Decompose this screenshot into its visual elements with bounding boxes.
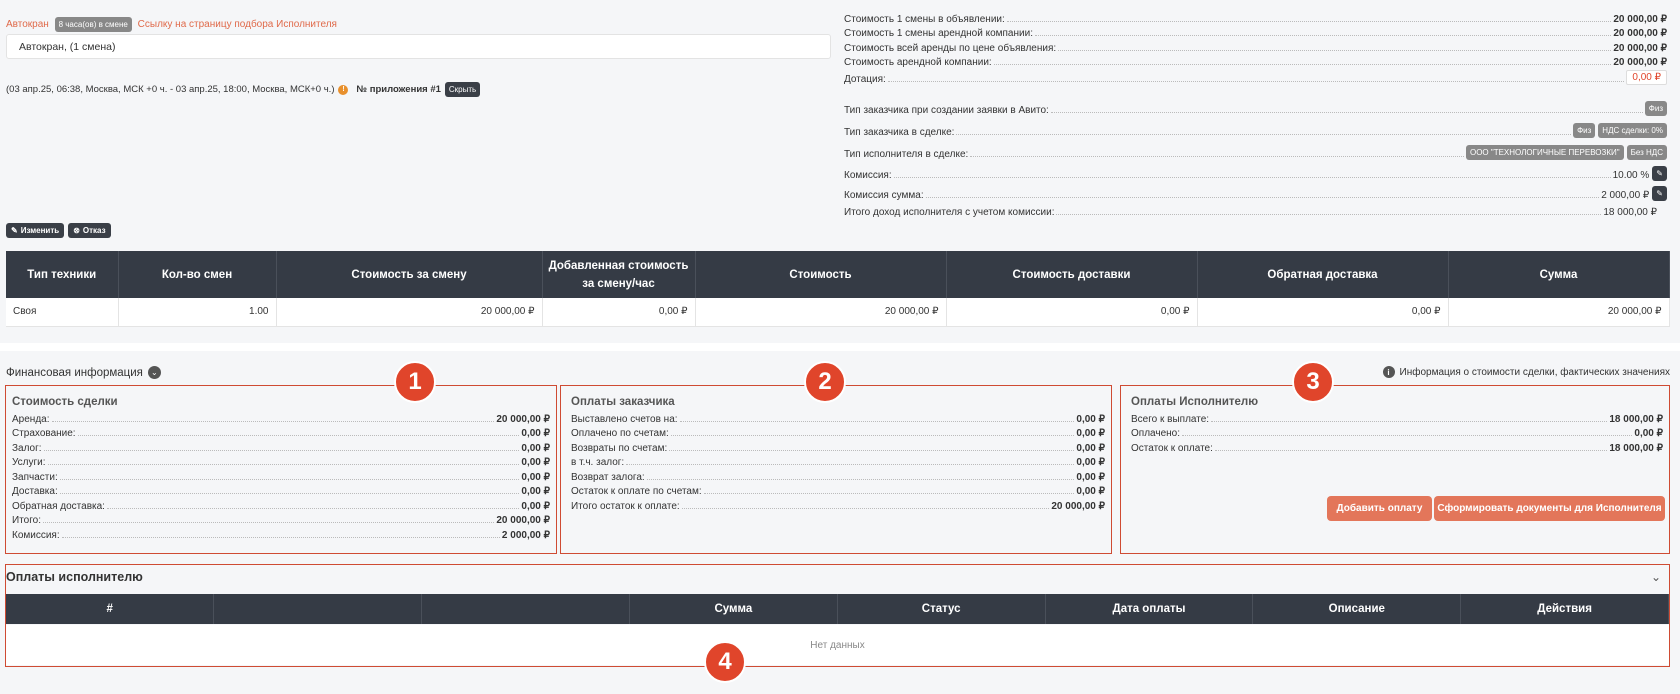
make-documents-button[interactable]: Сформировать документы для Исполнителя xyxy=(1434,496,1665,521)
col-header: Добавленная стоимость за смену/час xyxy=(542,251,695,298)
col-header: Обратная доставка xyxy=(1197,251,1448,298)
executor-payment-row: Оплачено: 0,00 ₽ xyxy=(1131,428,1663,439)
col-header: Статус xyxy=(837,594,1045,624)
edit-button[interactable]: ✎ Изменить xyxy=(6,223,64,238)
marker-1: 1 xyxy=(394,361,436,403)
cost-row: Стоимость 1 смены в объявлении: 20 000,00 ₽ xyxy=(844,13,1667,25)
finance-info-note xyxy=(1383,366,1670,378)
customer-payment-row: Выставлено счетов на: 0,00 ₽ xyxy=(571,413,1105,425)
subsidy-row: Дотация: 0,00 ₽ xyxy=(844,68,1667,85)
marker-2: 2 xyxy=(804,361,846,403)
circle-x-icon: ⊗ xyxy=(73,226,80,235)
chevron-down-icon[interactable]: ⌄ xyxy=(1650,570,1661,584)
table-row: Своя 1.00 20 000,00 ₽ 0,00 ₽ 20 000,00 ₽ 0,00 ₽ 0,00 ₽ 20 000,00 ₽ xyxy=(6,298,1669,326)
info-note-text: Информация о стоимости сделки, фактических значениях xyxy=(1399,366,1670,378)
chevron-down-icon[interactable]: ⌄ xyxy=(148,366,161,379)
executor-payments-panel xyxy=(1120,385,1670,554)
equipment-table xyxy=(6,251,1669,327)
executor-search-link[interactable]: Ссылку на страницу подбора Исполнителя xyxy=(137,19,337,30)
col-header: # xyxy=(6,594,214,624)
deal-cost-panel xyxy=(5,385,557,554)
deal-cost-row: Залог: 0,00 ₽ xyxy=(12,442,550,454)
deal-info-row: Комиссия: 10.00 % ✎ xyxy=(844,163,1667,181)
customer-payments-title: Оплаты заказчика xyxy=(571,396,675,408)
deal-cost-row: Итого: 20 000,00 ₽ xyxy=(12,515,550,526)
customer-payment-row: Возврат залога: 0,00 ₽ xyxy=(571,471,1105,483)
col-header: Сумма xyxy=(1448,251,1669,298)
customer-payment-row: Возвраты по счетам: 0,00 ₽ xyxy=(571,442,1105,454)
deal-cost-row: Комиссия: 2 000,00 ₽ xyxy=(12,529,550,541)
col-header: Описание xyxy=(1253,594,1461,624)
col-header: Тип техники xyxy=(6,251,118,298)
deal-cost-row: Доставка: 0,00 ₽ xyxy=(12,486,550,497)
col-header xyxy=(422,594,630,624)
rental-period: (03 апр.25, 06:38, Москва, МСК +0 ч. - 03 апр.25, 18:00, Москва, МСК+0 ч.) xyxy=(6,84,335,95)
finance-title: Финансовая информация xyxy=(6,366,143,379)
customer-payment-row: в т.ч. залог: 0,00 ₽ xyxy=(571,457,1105,468)
deal-info-row: Итого доход исполнителя с учетом комиссии: 18 000,00 ₽ xyxy=(844,207,1657,218)
cost-row: Стоимость арендной компании: 20 000,00 ₽ xyxy=(844,57,1667,68)
deal-cost-row: Аренда: 20 000,00 ₽ xyxy=(12,413,550,425)
customer-payment-row: Остаток к оплате по счетам: 0,00 ₽ xyxy=(571,486,1105,497)
deal-cost-row: Страхование: 0,00 ₽ xyxy=(12,428,550,439)
col-header xyxy=(214,594,422,624)
action-buttons xyxy=(6,223,111,238)
cost-info xyxy=(844,10,1667,85)
deal-cost-row: Обратная доставка: 0,00 ₽ xyxy=(12,500,550,512)
finance-header[interactable] xyxy=(6,366,161,379)
header-line xyxy=(6,17,337,32)
customer-payment-row: Итого остаток к оплате: 20 000,00 ₽ xyxy=(571,500,1105,512)
col-header: Дата оплаты xyxy=(1045,594,1253,624)
col-header: Стоимость xyxy=(695,251,946,298)
footer-space xyxy=(0,670,1680,694)
col-header: Стоимость доставки xyxy=(946,251,1197,298)
col-header: Сумма xyxy=(629,594,837,624)
refuse-button[interactable]: ⊗ Отказ xyxy=(68,223,110,238)
info-icon[interactable]: i xyxy=(1383,366,1395,378)
empty-state: Нет данных xyxy=(6,625,1669,665)
deal-info-row: Тип исполнителя в сделке: ООО "ТЕХНОЛОГИЧНЫЕ ПЕРЕВОЗКИ" Без НДС xyxy=(844,142,1667,160)
deal-info-row: Тип заказчика при создании заявки в Авито: Физ xyxy=(844,100,1667,116)
payments-table xyxy=(6,594,1669,624)
edit-commission-icon[interactable]: ✎ xyxy=(1652,166,1667,181)
period-line xyxy=(6,82,480,97)
cost-row: Стоимость всей аренды по цене объявления: 20 000,00 ₽ xyxy=(844,42,1667,54)
executor-payment-row: Остаток к оплате: 18 000,00 ₽ xyxy=(1131,442,1663,454)
subsidy-value[interactable]: 0,00 ₽ xyxy=(1626,70,1667,85)
deal-info-row: Тип заказчика в сделке: Физ НДС сделки: 0% xyxy=(844,120,1667,138)
deal-info xyxy=(844,100,1667,218)
shift-badge: 8 часа(ов) в смене xyxy=(55,17,132,32)
equipment-input[interactable]: Автокран, (1 смена) xyxy=(6,34,831,59)
marker-3: 3 xyxy=(1292,361,1334,403)
appendix-number: № приложения #1 xyxy=(356,84,441,95)
add-payment-button[interactable]: Добавить оплату xyxy=(1327,496,1432,521)
warning-icon[interactable]: ! xyxy=(338,85,348,95)
deal-info-row: Комиссия сумма: 2 000,00 ₽ ✎ xyxy=(844,183,1667,201)
customer-payment-row: Оплачено по счетам: 0,00 ₽ xyxy=(571,428,1105,439)
payments-table-title: Оплаты исполнителю xyxy=(6,570,143,584)
customer-payments-panel xyxy=(560,385,1112,554)
hide-button[interactable]: Скрыть xyxy=(445,82,480,97)
executor-payments-title: Оплаты Исполнителю xyxy=(1131,396,1259,408)
executor-payment-row: Всего к выплате: 18 000,00 ₽ xyxy=(1131,413,1663,425)
edit-commission-sum-icon[interactable]: ✎ xyxy=(1652,186,1667,201)
deal-cost-row: Запчасти: 0,00 ₽ xyxy=(12,471,550,483)
col-header: Кол-во смен xyxy=(118,251,276,298)
marker-4: 4 xyxy=(704,641,746,683)
cost-row: Стоимость 1 смены арендной компании: 20 000,00 ₽ xyxy=(844,28,1667,39)
equipment-link[interactable]: Автокран xyxy=(6,19,49,30)
section-divider xyxy=(0,343,1680,351)
deal-cost-title: Стоимость сделки xyxy=(12,396,118,408)
deal-cost-row: Услуги: 0,00 ₽ xyxy=(12,457,550,468)
col-header: Стоимость за смену xyxy=(276,251,542,298)
pencil-icon: ✎ xyxy=(11,226,18,235)
payments-table-header[interactable] xyxy=(6,566,1669,588)
col-header: Действия xyxy=(1461,594,1669,624)
